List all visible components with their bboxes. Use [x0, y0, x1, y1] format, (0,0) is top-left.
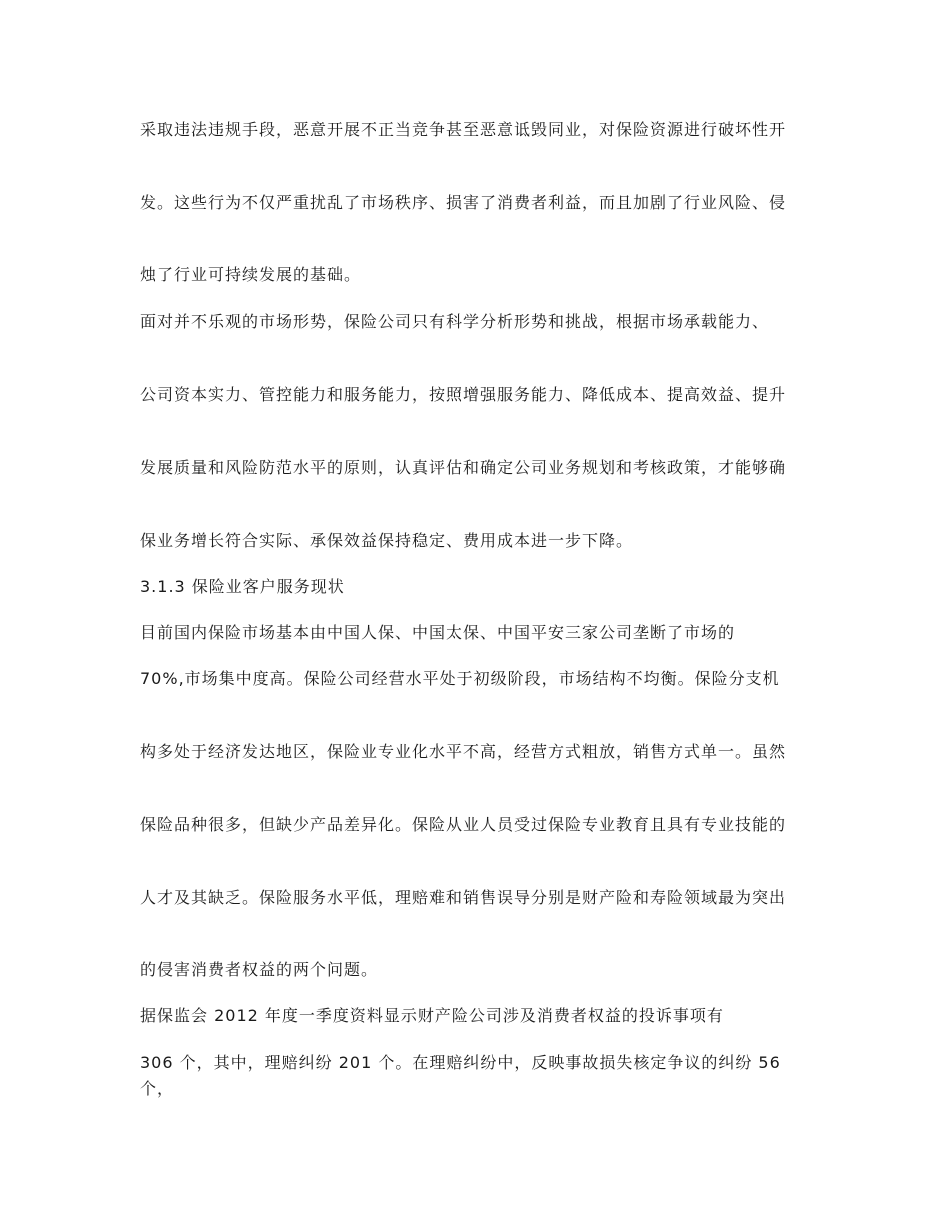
paragraph-line: 采取违法违规手段，恶意开展不正当竞争甚至恶意诋毁同业，对保险资源进行破坏性开	[140, 120, 787, 139]
paragraph-line: 保险品种很多，但缺少产品差异化。保险从业人员受过保险专业教育且具有专业技能的	[140, 815, 787, 834]
paragraph-line: 发展质量和风险防范水平的原则，认真评估和确定公司业务规划和考核政策，才能够确	[140, 458, 787, 477]
paragraph-line: 306 个，其中，理赔纠纷 201 个。在理赔纠纷中，反映事故损失核定争议的纠纷 56 个，	[140, 1053, 781, 1098]
paragraph-line: 发。这些行为不仅严重扰乱了市场秩序、损害了消费者利益，而且加剧了行业风险、侵	[140, 193, 787, 212]
paragraph-line: 构多处于经济发达地区，保险业专业化水平不高，经营方式粗放，销售方式单一。虽然	[140, 742, 787, 761]
paragraph-line: 据保监会 2012 年度一季度资料显示财产险公司涉及消费者权益的投诉事项有	[140, 1006, 724, 1025]
section-heading: 3.1.3 保险业客户服务现状	[140, 577, 345, 596]
paragraph-line: 的侵害消费者权益的两个问题。	[140, 960, 379, 979]
paragraph-line: 烛了行业可持续发展的基础。	[140, 265, 362, 284]
paragraph-line: 保业务增长符合实际、承保效益保持稳定、费用成本进一步下降。	[140, 531, 634, 550]
paragraph-line: 人才及其缺乏。保险服务水平低，理赔难和销售误导分别是财产险和寿险领域最为突出	[140, 888, 787, 907]
paragraph-line: 公司资本实力、管控能力和服务能力，按照增强服务能力、降低成本、提高效益、提升	[140, 385, 787, 404]
paragraph-line: 目前国内保险市场基本由中国人保、中国太保、中国平安三家公司垄断了市场的	[140, 623, 736, 642]
paragraph-line: 70%,市场集中度高。保险公司经营水平处于初级阶段，市场结构不均衡。保险分支机	[140, 669, 780, 688]
paragraph-line: 面对并不乐观的市场形势，保险公司只有科学分析形势和挑战，根据市场承载能力、	[140, 312, 770, 331]
